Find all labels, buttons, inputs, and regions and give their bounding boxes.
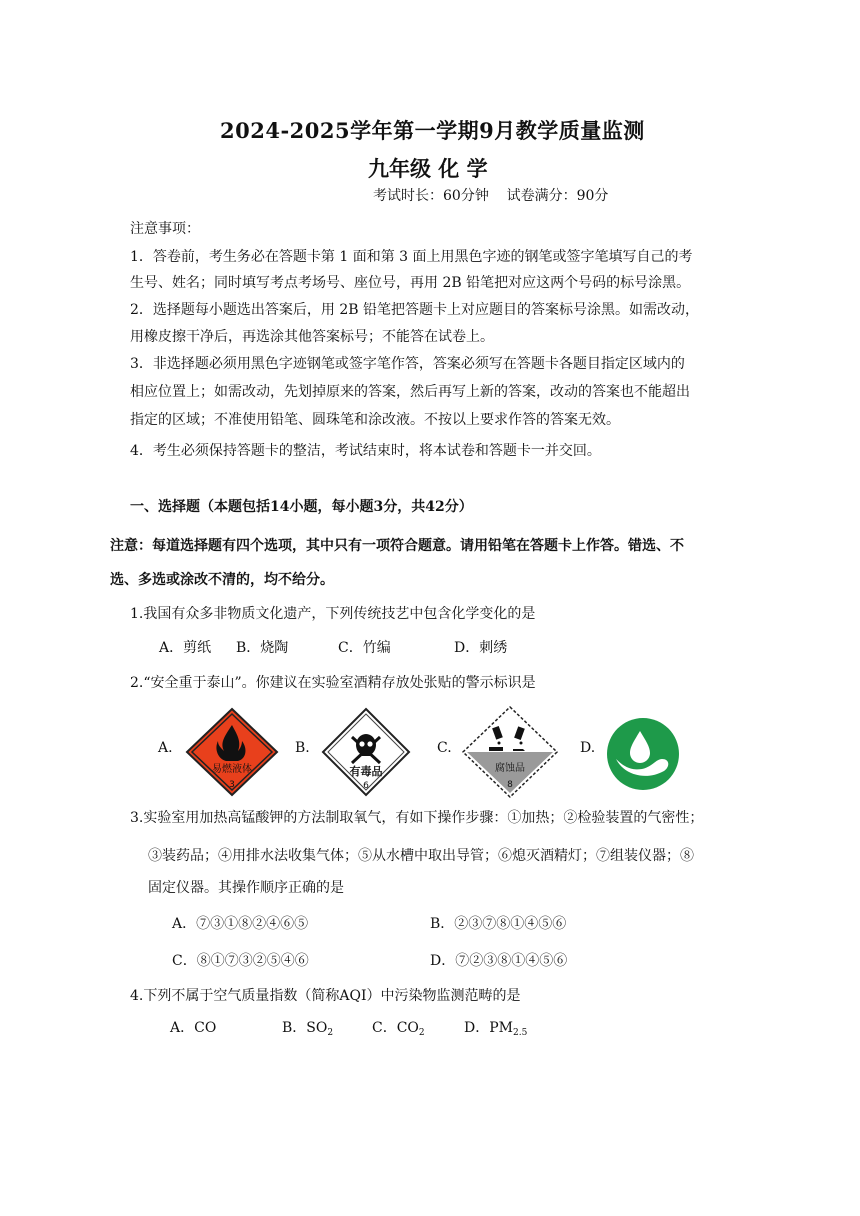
q4-option-c-sub: 2 bbox=[418, 1028, 425, 1038]
q2-option-b: B. bbox=[295, 740, 310, 756]
q3-option-c: C．⑧①⑦③②⑤④⑥ bbox=[172, 953, 309, 969]
section-heading: 一、选择题（本题包括14小题，每小题3分，共42分） bbox=[130, 499, 473, 515]
notice-heading: 注意事项： bbox=[130, 221, 200, 237]
notice-line: 生号、姓名；同时填写考点考场号、座位号，再用 2B 铅笔把对应这两个号码的标号涂黑。 bbox=[130, 275, 691, 291]
corrosive-sign bbox=[461, 705, 559, 799]
q4-option-b bbox=[282, 1018, 333, 1043]
q1-option-a: A．剪纸 bbox=[159, 640, 212, 656]
sign-a-label: 易燃液体 bbox=[212, 764, 252, 775]
notice-line: 指定的区域；不准使用铅笔、圆珠笔和涂改液。不按以上要求作答的答案无效。 bbox=[130, 412, 620, 428]
q3-option-d: D．⑦②③⑧①④⑤⑥ bbox=[430, 953, 568, 969]
exam-subject: 九年级 化 学 bbox=[368, 156, 488, 181]
sign-b-number: 6 bbox=[363, 781, 369, 791]
question-3-stem: ③装药品；④用排水法收集气体；⑤从水槽中取出导管；⑥熄灭酒精灯；⑦组装仪器；⑧ bbox=[148, 848, 694, 864]
q1-option-c: C．竹编 bbox=[338, 640, 391, 656]
notice-line: 4．考生必须保持答题卡的整洁，考试结束时，将本试卷和答题卡一并交回。 bbox=[130, 443, 601, 459]
question-3-stem: 3.实验室用加热高锰酸钾的方法制取氧气，有如下操作步骤：①加热；②检验装置的气密性； bbox=[130, 810, 704, 826]
notice-line: 相应位置上；如需改动，先划掉原来的答案，然后再写上新的答案，改动的答案也不能超出 bbox=[130, 384, 690, 400]
q4-option-a: A．CO bbox=[170, 1020, 217, 1036]
notice-line: 2．选择题每小题选出答案后，用 2B 铅笔把答题卡上对应题目的答案标号涂黑。如需改动， bbox=[130, 302, 700, 318]
q4-option-b-text: B．SO bbox=[282, 1020, 328, 1036]
question-3-stem: 固定仪器。其操作顺序正确的是 bbox=[148, 880, 344, 896]
sign-a-number: 3 bbox=[229, 780, 235, 790]
q3-option-a: A．⑦③①⑧②④⑥⑤ bbox=[172, 916, 309, 932]
q1-option-b: B．烧陶 bbox=[236, 640, 289, 656]
sign-c-label: 腐蚀品 bbox=[495, 763, 525, 774]
q4-option-b-sub: 2 bbox=[327, 1028, 334, 1038]
q1-option-d: D．刺绣 bbox=[454, 640, 508, 656]
q4-option-d-sub: 2.5 bbox=[512, 1028, 528, 1038]
section-note: 注意：每道选择题有四个选项，其中只有一项符合题意。请用铅笔在答题卡上作答。错选、不 bbox=[110, 538, 684, 554]
flammable-liquid-sign bbox=[184, 707, 280, 797]
sign-c-number: 8 bbox=[507, 780, 513, 790]
water-saving-sign bbox=[606, 717, 680, 791]
q2-option-d: D. bbox=[580, 740, 596, 756]
q2-option-a: A. bbox=[158, 740, 173, 756]
q4-option-d-text: D．PM bbox=[464, 1020, 513, 1036]
question-1-stem: 1.我国有众多非物质文化遗产，下列传统技艺中包含化学变化的是 bbox=[130, 606, 536, 622]
exam-title: 2024-2025学年第一学期9月教学质量监测 bbox=[220, 118, 645, 143]
exam-info: 考试时长：60分钟 试卷满分：90分 bbox=[373, 188, 609, 204]
notice-line: 1．答卷前，考生务必在答题卡第 1 面和第 3 面上用黑色字迹的钢笔或签字笔填写自己的考 bbox=[130, 249, 693, 265]
q3-option-b: B．②③⑦⑧①④⑤⑥ bbox=[430, 916, 567, 932]
q4-option-c-text: C．CO bbox=[372, 1020, 419, 1036]
section-note: 选、多选或涂改不清的，均不给分。 bbox=[110, 572, 334, 588]
notice-line: 用橡皮擦干净后，再选涂其他答案标号；不能答在试卷上。 bbox=[130, 329, 494, 345]
toxic-sign bbox=[320, 707, 412, 797]
sign-b-label: 有毒品 bbox=[349, 765, 383, 778]
q2-option-c: C. bbox=[437, 740, 452, 756]
q4-option-d bbox=[464, 1018, 527, 1043]
q4-option-c bbox=[372, 1018, 425, 1043]
question-4-stem: 4.下列不属于空气质量指数（简称AQI）中污染物监测范畴的是 bbox=[130, 988, 521, 1004]
question-2-stem: 2.“安全重于泰山”。你建议在实验室酒精存放处张贴的警示标识是 bbox=[130, 675, 536, 691]
notice-line: 3．非选择题必须用黑色字迹钢笔或签字笔作答，答案必须写在答题卡各题目指定区域内的 bbox=[130, 356, 685, 372]
